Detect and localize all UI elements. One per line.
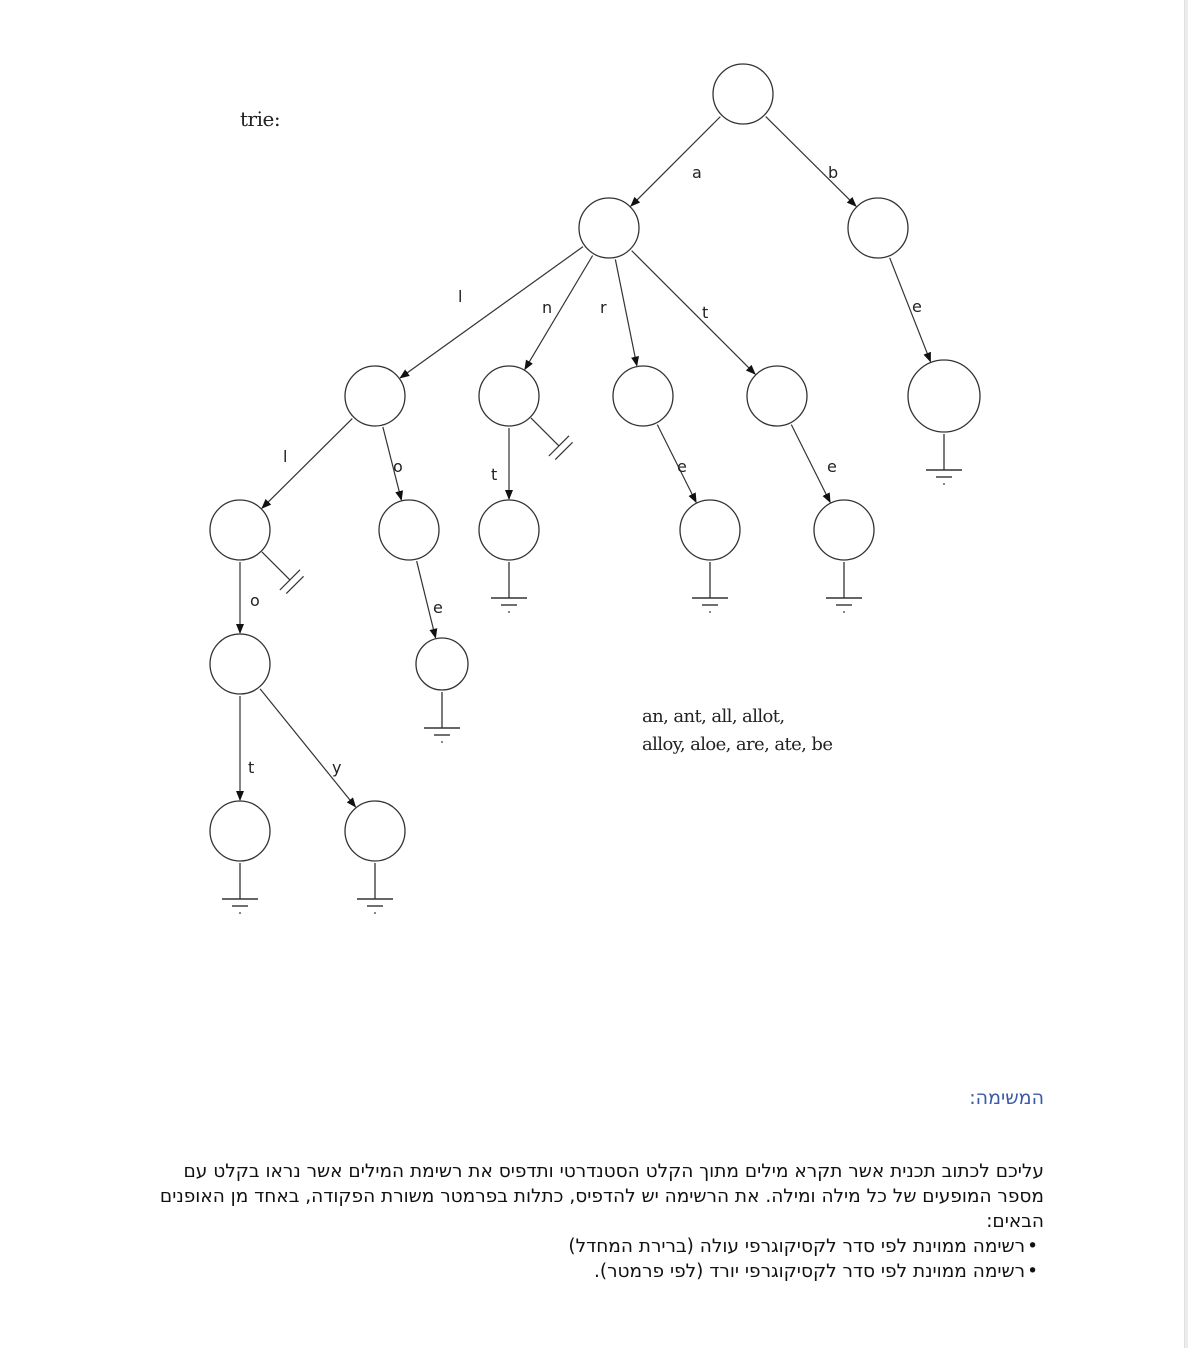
edge-a-al	[400, 247, 583, 378]
edge-label: e	[912, 297, 922, 316]
edge-root-b	[766, 117, 856, 207]
edge-label: t	[248, 758, 255, 777]
terminal-ground-icon	[424, 692, 460, 743]
trie-node-al	[345, 366, 405, 426]
edge-b-be	[890, 258, 931, 362]
trie-node-alo	[379, 500, 439, 560]
edge-label: e	[827, 457, 837, 476]
trie-node-ate	[814, 500, 874, 560]
task-option-descending: • רשימה ממוינת לפי סדר לקסיקוגרפי יורד (לפי פרמטר).	[140, 1259, 1038, 1284]
trie-node-be	[908, 360, 980, 432]
edge-a-an	[525, 255, 593, 369]
edge-label: b	[828, 163, 839, 182]
trie-node-a	[579, 198, 639, 258]
edge-a-at	[632, 251, 755, 374]
edge-label: r	[600, 298, 607, 317]
word-list-line-1: an, ant, all, allot,	[642, 706, 785, 727]
terminal-ground-icon	[222, 863, 258, 914]
trie-node-ant	[479, 500, 539, 560]
trie-node-root	[713, 64, 773, 124]
task-option-ascending: • רשימה ממוינת לפי סדר לקסיקוגרפי עולה (ברירת המחדל)	[140, 1234, 1038, 1259]
edge-a-ar	[615, 259, 637, 365]
word-list-line-2: alloy, aloe, are, ate, be	[642, 734, 833, 755]
trie-edge-labels	[248, 163, 922, 777]
edge-label: y	[332, 758, 342, 777]
task-paragraph: עליכם לכתוב תכנית אשר תקרא מילים מתוך הקלט הסטנדרטי ותדפיס את רשימת המילים אשר נראו בקלט עם מספר המופעים של כל מילה ומילה. את הרשימה יש להדפיס, כתלות בפרמטר משורת הפקודה, באחד מן האופנים הבאים:	[159, 1161, 1044, 1232]
edge-allo-alloy	[260, 689, 355, 807]
vertical-scrollbar[interactable]	[1184, 0, 1188, 1348]
trie-node-allo	[210, 634, 270, 694]
terminal-ground-icon	[926, 434, 962, 485]
edge-label: e	[677, 457, 687, 476]
null-pointer-icon	[262, 552, 304, 594]
task-options-list	[140, 1234, 1044, 1284]
word-list	[642, 703, 832, 759]
edge-label: t	[491, 465, 498, 484]
trie-node-aloe	[416, 638, 468, 690]
trie-node-ar	[613, 366, 673, 426]
trie-node-an	[479, 366, 539, 426]
terminal-ground-icon	[357, 863, 393, 914]
edge-root-a	[631, 117, 720, 206]
edge-al-all	[262, 419, 352, 509]
null-pointer-icon	[531, 418, 573, 460]
task-description	[140, 1159, 1044, 1284]
edge-label: l	[458, 287, 463, 306]
edge-label: o	[393, 457, 403, 476]
task-heading: המשימה:	[969, 1087, 1044, 1109]
trie-node-at	[747, 366, 807, 426]
edge-label: a	[692, 163, 702, 182]
edge-label: t	[702, 303, 709, 322]
edge-label: o	[250, 591, 260, 610]
diagram-title: trie:	[240, 107, 281, 131]
terminal-ground-icon	[491, 562, 527, 613]
terminal-ground-icon	[692, 562, 728, 613]
trie-node-are	[680, 500, 740, 560]
edge-label: l	[283, 447, 288, 466]
edge-label: n	[542, 298, 553, 317]
trie-node-allot	[210, 801, 270, 861]
trie-nodes	[210, 64, 980, 914]
trie-node-alloy	[345, 801, 405, 861]
edge-at-ate	[791, 425, 830, 503]
edge-label: e	[433, 598, 443, 617]
trie-node-all	[210, 500, 270, 560]
terminal-ground-icon	[826, 562, 862, 613]
trie-node-b	[848, 198, 908, 258]
